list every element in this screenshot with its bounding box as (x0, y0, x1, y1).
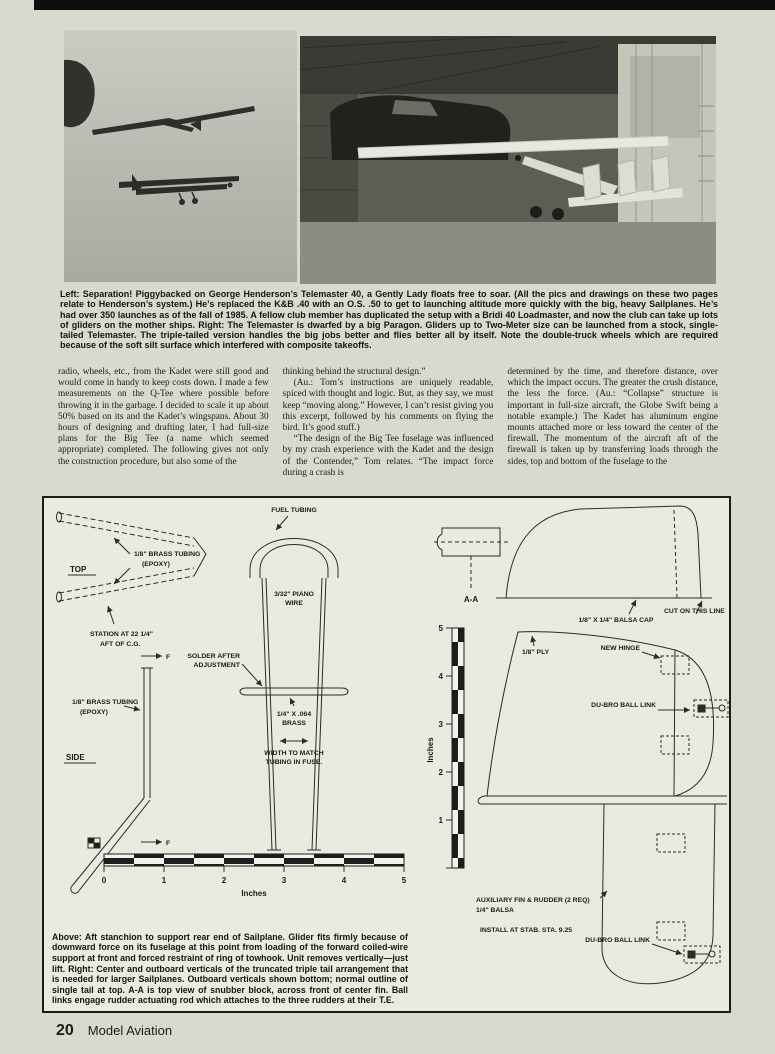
ruler-h-unit: Inches (241, 889, 267, 898)
ruler-h-0: 0 (101, 876, 107, 885)
label-side-view: SIDE (66, 753, 85, 762)
label-ball-link-lower: DU-BRO BALL LINK (585, 937, 650, 944)
stabilizer (478, 796, 727, 804)
label-piano-wire-2: WIRE (285, 600, 303, 607)
label-fuel-tubing: FUEL TUBING (271, 507, 317, 514)
article-column-3 (507, 367, 718, 479)
page-footer (56, 1022, 172, 1040)
scan-edge-top (34, 0, 775, 10)
label-aux-fin-2: 1/4" BALSA (476, 907, 514, 914)
label-section-f-bottom: F (166, 840, 171, 847)
scale-ruler-vertical (426, 624, 464, 868)
label-cut-line: CUT ON THIS LINE (664, 608, 725, 615)
label-brass-tubing-top-2: (EPOXY) (142, 561, 170, 568)
label-solder-2: ADJUSTMENT (193, 662, 240, 669)
label-solder-1: SOLDER AFTER (187, 653, 240, 660)
paragraph: (Au.: Tom’s instructions are uniquely readable, spiced with thought and logic. But, as they say, we must keep “moving along.” However, I can’t resist giving you this excerpt, followed by his comments on flying the bird. It’s good stuff.) (282, 378, 494, 434)
label-ply: 1/8" PLY (522, 649, 550, 656)
photo-left-separation (64, 30, 297, 282)
photo-left-image (64, 30, 297, 282)
label-width-2: TUBING IN FUSE. (265, 759, 323, 766)
ruler-h-2: 2 (221, 876, 227, 885)
center-fin-top (496, 506, 712, 614)
ruler-v-5: 5 (438, 624, 443, 633)
ruler-v-unit: Inches (426, 737, 435, 763)
article-column-2 (283, 367, 494, 479)
page-number: 20 (56, 1022, 74, 1039)
towhook-wire-assembly (240, 516, 348, 850)
label-aux-fin-1: AUXILIARY FIN & RUDDER (2 REQ) (476, 897, 590, 904)
article-column-1 (58, 367, 269, 479)
label-top-view: TOP (70, 565, 87, 574)
label-new-hinge: NEW HINGE (600, 645, 640, 652)
label-station-2: AFT OF C.G. (100, 641, 141, 648)
paragraph: thinking behind the structural design.” (282, 367, 426, 377)
ruler-v-2: 2 (438, 768, 443, 777)
label-ball-link-upper: DU-BRO BALL LINK (591, 702, 656, 709)
ruler-v-4: 4 (438, 672, 443, 681)
label-section-aa: A-A (463, 595, 479, 604)
ruler-h-3: 3 (281, 876, 287, 885)
label-brass-tubing-side-1: 1/8" BRASS TUBING (72, 699, 139, 706)
paragraph: radio, wheels, etc., from the Kadet were still good and would come in handy to keep costs down. I made a few measurements on the Q-Tee where possible before throwing it in the garbage. I decided to scale it up about 50% based on its and the Kadet’s wingspans. About 30 hours of designing and drafting later, I had full-size plans for the Big Tee (a name which seemed appropriate) completed. The following gives not only the construction procedure, but also some of the (58, 367, 269, 467)
ruler-h-5: 5 (401, 876, 407, 885)
paragraph: determined by the time, and therefore distance, over which the impact occurs. The greater the crush distance, the less the force. (Au.: “Collapse” structure is important in full-size aircraft, the Globe Swift being a notable example.) The Kadet has aluminum engine mounts attached more or less toward the center of the firewall. The momentum of the aircraft aft of the firewall is taken up by transferring loads through the sides, top and bottom of the fuselage to the (507, 367, 719, 467)
label-brass-tubing-side-2: (EPOXY) (80, 709, 108, 716)
label-install: INSTALL AT STAB. STA. 9.25 (480, 927, 573, 934)
label-section-f-top: F (166, 654, 171, 661)
ruler-v-3: 3 (438, 720, 443, 729)
label-station-1: STATION AT 22 1/4" (90, 631, 154, 638)
scale-ruler-horizontal (102, 854, 407, 898)
ruler-h-4: 4 (341, 876, 347, 885)
article-columns (58, 367, 718, 479)
ruler-v-1: 1 (438, 816, 443, 825)
label-brass-tubing-top-1: 1/8" BRASS TUBING (134, 551, 201, 558)
label-brass-bar-2: BRASS (282, 720, 306, 727)
label-width-1: WIDTH TO MATCH (264, 750, 324, 757)
photo-right-image (300, 36, 716, 284)
photo-caption: Left: Separation! Piggybacked on George Henderson’s Telemaster 40, a Gently Lady floats free to soar. (All the pics and drawings on these two pages relate to Henderson’s system.) He’s replaced the K&B .40 with an O.S. .50 to get to launching altitude more quickly with the big, heavy Sailplanes. He’s had over 350 launches as of the fall of 1985. A fellow club member has duplicated the setup with a Bridi 40 Loadmaster, and now the club can take up lots of gliders on the mother ships. Right: The Telemaster is dwarfed by a big Paragon. Gliders up to Two-Meter size can be launched from a stock, single-tailed Telemaster. The triple-tailed version handles the big jobs better and flies better all by itself. Note the double-truck wheels which are required because of the soft silt surface which interfered with composite takeoffs. (60, 289, 718, 351)
photo-right-garage (300, 36, 716, 284)
outboard-fin-rudder (600, 804, 720, 984)
diagram-caption: Above: Aft stanchion to support rear end of Sailplane. Glider fits firmly because of downward force on its fuselage at this point from loading of the forward coiled-wire support at front and forced restraint of ring of towhook. Unit removes vertically—just lift. Right: Center and outboard verticals of the truncated triple tail arrangement that is needed for larger Sailplanes. Outboard verticals shown bottom; normal outline of single tail at top. A-A is top view of snubber block, across front of center fin. Ball links engage rudder actuating rod which attaches to the three rudders at their T.E. (52, 931, 408, 1006)
center-fin-rudder (487, 632, 728, 796)
diagram-box (42, 496, 731, 1013)
paragraph: “The design of the Big Tee fuselage was influenced by my crash experience with the Kadet and the design of the Contender,” Tom relates. “The impact force during a crash is (282, 434, 494, 478)
sky-background (64, 30, 297, 282)
snubber-block-section (434, 528, 508, 588)
garage-floor (300, 222, 716, 284)
label-balsa-cap: 1/8" X 1/4" BALSA CAP (578, 617, 654, 624)
ruler-h-1: 1 (161, 876, 167, 885)
magazine-title: Model Aviation (87, 1023, 173, 1038)
label-piano-wire-1: 3/32" PIANO (274, 591, 314, 598)
label-brass-bar-1: 1/4" X .064 (276, 711, 312, 718)
